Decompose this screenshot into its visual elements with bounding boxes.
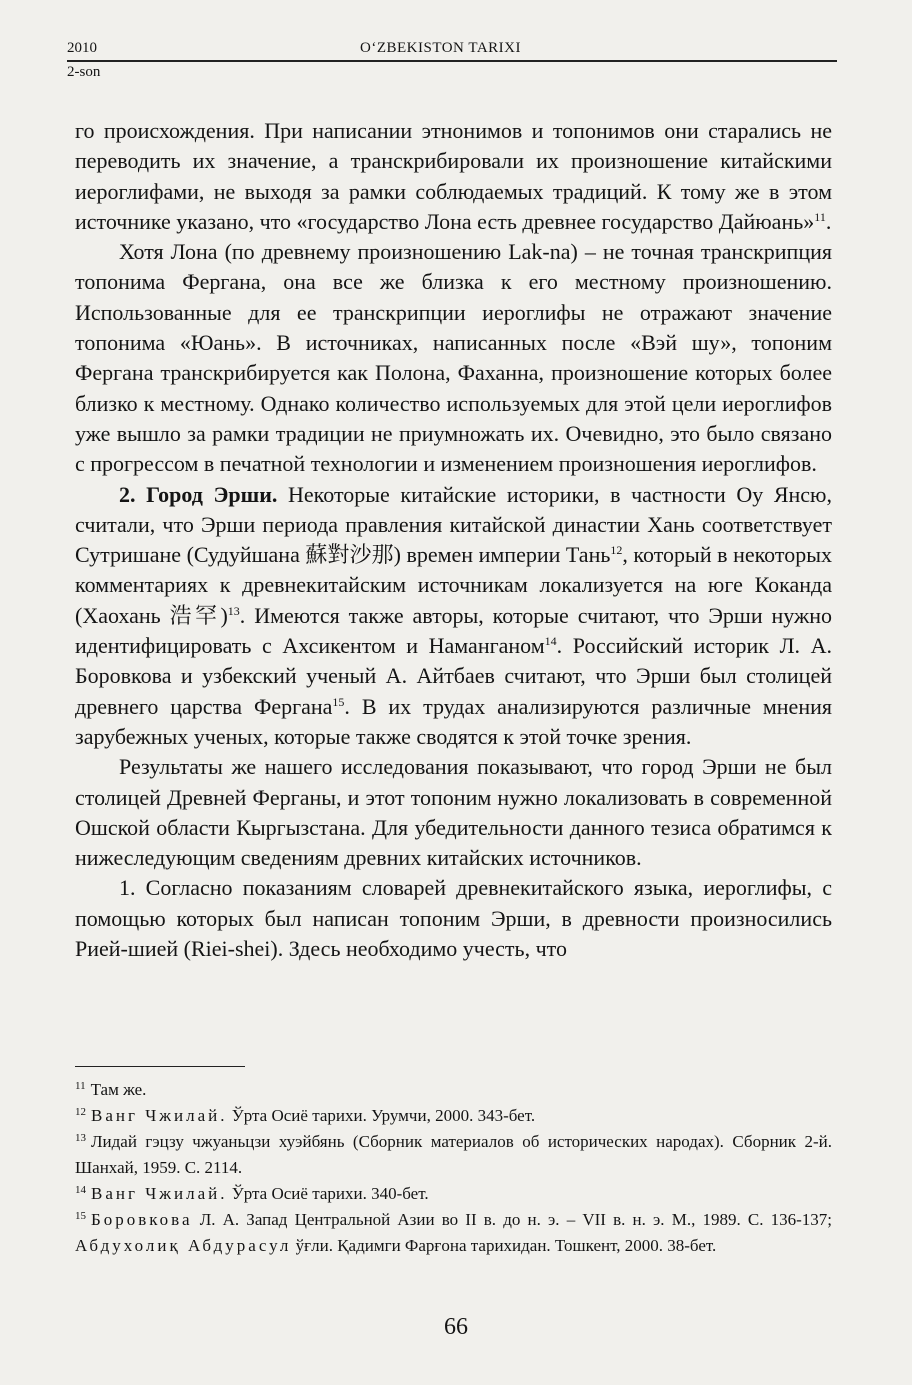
- paragraph-2: Хотя Лона (по древнему произношению Lak-na) – не точная транскрипция топонима Фергана, она все же близка к его местному произношению. Использованные для ее транскрипции иероглифы не отражают значение топонима «Юань». В источниках, написанных после «Вэй шу», топоним Фергана транскрибируется как Полона, Фаханна, произношение которых более близко к местному. Однако количество используемых для этой цели иероглифов уже вышло за рамки традиции не приумножать их. Очевидно, это было связано с прогрессом в печатной технологии и изменением произношения иероглифов.: [75, 239, 832, 477]
- paragraph-3: 2. Город Эрши. Некоторые китайские историки, в частности Оу Янсю, считали, что Эрши периода правления китайской династии Хань соответствует Сутришане (Судуйшана 蘇對沙那) времен империи Тань$^{12}$, который в некоторых комментариях к древнекитайским источникам локализуется на юге Коканда (Хаохань 浩罕)$^{13}$. Имеются также авторы, которые считают, что Эрши нужно идентифицировать с Ахсикентом и Наманганом$^{14}$. Российский историк Л. А. Боровкова и узбекский ученый А. Айтбаев считают, что Эрши был столицей древнего царства Фергана$^{15}$. В их трудах анализируются различные мнения зарубежных ученых, которые также сводятся к этой точке зрения.: [75, 481, 832, 749]
- footnote-ref-12[interactable]: 12: [610, 543, 623, 558]
- article-body: [75, 116, 832, 964]
- header-rule: [67, 60, 837, 62]
- footnote-ref-14[interactable]: 14: [544, 634, 557, 649]
- header-journal-title: O‘ZBEKISTON TARIXI: [360, 40, 521, 56]
- paragraph-1: го происхождения. При написании этнонимов и топонимов они старались не переводить их значение, а транскрибировали их произношение китайскими иероглифами, не выходя за рамки соблюдаемых традиций. К тому же в этом источнике указано, что «государство Лона есть древнее государство Дайюань»$^{11}$.: [75, 118, 832, 234]
- footnote-author: Ванг Чжилай.: [91, 1106, 228, 1125]
- paragraph-5: 1. Согласно показаниям словарей древнекитайского языка, иероглифы, с помощью которых был написан топоним Эрши, в древности произносились Рией-шией (Riei-shei). Здесь необходимо учесть, что: [75, 875, 832, 962]
- section-heading: 2. Город Эрши.: [119, 481, 278, 507]
- footnote-author: Боровкова: [91, 1210, 193, 1229]
- paragraph-4: Результаты же нашего исследования показывают, что город Эрши не был столицей Древней Ферганы, и этот топоним нужно локализовать в современной Ошской области Кыргызстана. Для убедительности данного тезиса обратимся к нижеследующим сведениям древних китайских источников.: [75, 754, 832, 871]
- footnote-15: $^{15}$ Боровкова Л. А. Запад Центральной Азии во II в. до н. э. – VII в. н. э. М., 1989. С. 136-137; Абдухолиқ Абдурасул ўғли. Қадимги Фарғона тарихидан. Тошкент, 2000. 38-бет.: [75, 1210, 832, 1255]
- footnote-12: $^{12}$ Ванг Чжилай. Ўрта Осиё тарихи. Урумчи, 2000. 343-бет.: [75, 1106, 536, 1125]
- footnote-14: $^{14}$ Ванг Чжилай. Ўрта Осиё тарихи. 340-бет.: [75, 1184, 429, 1203]
- footnote-ref-11[interactable]: 11: [814, 209, 826, 224]
- footnote-separator: [75, 1066, 245, 1067]
- footnote-author: Абдухолиқ Абдурасул: [75, 1236, 292, 1255]
- footnote-13: $^{13}$ Лидай гэцзу чжуаньцзи хуэйбянь (Сборник материалов об исторических народах). Сборник 2-й. Шанхай, 1959. С. 2114.: [75, 1132, 832, 1177]
- header-year: 2010: [67, 40, 97, 56]
- footnote-11: $^{11}$ Там же.: [75, 1080, 147, 1099]
- header-issue: 2-son: [67, 64, 101, 80]
- footnote-ref-13[interactable]: 13: [227, 603, 240, 618]
- footnote-ref-15[interactable]: 15: [332, 694, 345, 709]
- footnotes: [75, 1077, 832, 1259]
- page-number: 66: [444, 1314, 468, 1340]
- footnote-author: Ванг Чжилай.: [91, 1184, 228, 1203]
